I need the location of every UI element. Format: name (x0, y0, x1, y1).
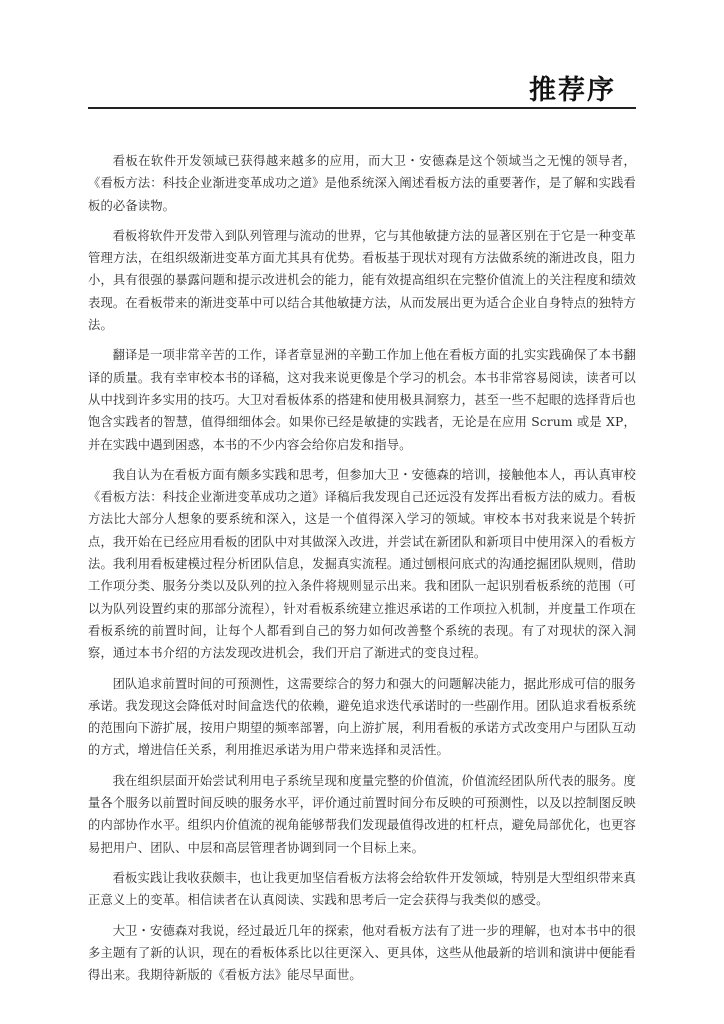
body-text (88, 150, 636, 994)
paragraph-5: 团队追求前置时间的可预测性，这需要综合的努力和强大的问题解决能力，据此形成可信的服务承诺。我发现这会降低对时间盒迭代的依赖，避免追求迭代承诺时的一些副作用。团队追求看板系统的范围向下游扩展，按用户期望的频率部署，向上游扩展，利用看板的承诺方式改变用户与团队互动的方式，增进信任关系，利用推迟承诺为用户带来选择和灵活性。 (88, 676, 636, 758)
page-title: 推荐序 (529, 75, 616, 106)
paragraph-8: 大卫・安德森对我说，经过最近几年的探索，他对看板方法有了进一步的理解，也对本书中的很多主题有了新的认识，现在的看板体系比以往更深入、更具体，这些从他最新的培训和演讲中便能看得出来。我期待新版的《看板方法》能尽早面世。 (88, 923, 636, 983)
paragraph-4: 我自认为在看板方面有颇多实践和思考，但参加大卫・安德森的培训，接触他本人，再认真审校《看板方法：科技企业渐进变革成功之道》译稿后我发现自己还远没有发挥出看板方法的威力。看板方法比大部分人想象的要系统和深入，这是一个值得深入学习的领域。审校本书对我来说是个转折点，我开始在已经应用看板的团队中对其做深入改进，并尝试在新团队和新项目中使用深入的看板方法。我利用看板建模过程分析团队信息，发掘真实流程。通过刨根问底式的沟通挖掘团队规则，借助工作项分类、服务分类以及队列的拉入条件将规则显示出来。我和团队一起识别看板系统的范围（可以为队列设置约束的那部分流程），针对看板系统建立推迟承诺的工作项拉入机制，并度量工作项在看板系统的前置时间，让每个人都看到自己的努力如何改善整个系统的表现。有了对现状的深入洞察，通过本书介绍的方法发现改进机会，我们开启了渐进式的变良过程。 (88, 467, 636, 661)
paragraph-2: 看板将软件开发带入到队列管理与流动的世界，它与其他敏捷方法的显著区别在于它是一种变革管理方法，在组织级渐进变革方面尤其具有优势。看板基于现状对现有方法做系统的渐进改良，阻力小，具有很强的暴露问题和提示改进机会的能力，能有效提高组织在完整价值流上的关注程度和绩效表现。在看板带来的渐进变革中可以结合其他敏捷方法，从而发展出更为适合企业自身特点的独特方法。 (88, 228, 636, 333)
paragraph-7: 看板实践让我收获颇丰，也让我更加坚信看板方法将会给软件开发领域，特别是大型组织带来真正意义上的变革。相信读者在认真阅读、实践和思考后一定会获得与我类似的感受。 (88, 870, 636, 908)
paragraph-1: 看板在软件开发领域已获得越来越多的应用，而大卫・安德森是这个领域当之无愧的领导者，《看板方法：科技企业渐进变革成功之道》是他系统深入阐述看板方法的重要著作，是了解和实践看板的必备读物。 (88, 154, 636, 213)
header-divider (88, 107, 636, 109)
paragraph-3: 翻译是一项非常辛苦的工作，译者章显洲的辛勤工作加上他在看板方面的扎实实践确保了本书翻译的质量。我有幸审校本书的译稿，这对我来说更像是个学习的机会。本书非常容易阅读，读者可以从中找到许多实用的技巧。大卫对看板体系的搭建和使用极具洞察力，甚至一些不起眼的选择背后也饱含实践者的智慧，值得细细体会。如果你已经是敏捷的实践者，无论是在应用 Scrum 或是 XP，并在实践中遇到困惑，本书的不少内容会给你启发和指导。 (88, 348, 636, 452)
paragraph-6: 我在组织层面开始尝试利用电子系统呈现和度量完整的价值流，价值流经团队所代表的服务。度量各个服务以前置时间反映的服务水平，评价通过前置时间分布反映的可预测性，以及以控制图反映的内部协作水平。组织内价值流的视角能够帮我们发现最值得改进的杠杆点，避免局部优化，也更容易把用户、团队、中层和高层管理者协调到同一个目标上来。 (88, 773, 636, 855)
